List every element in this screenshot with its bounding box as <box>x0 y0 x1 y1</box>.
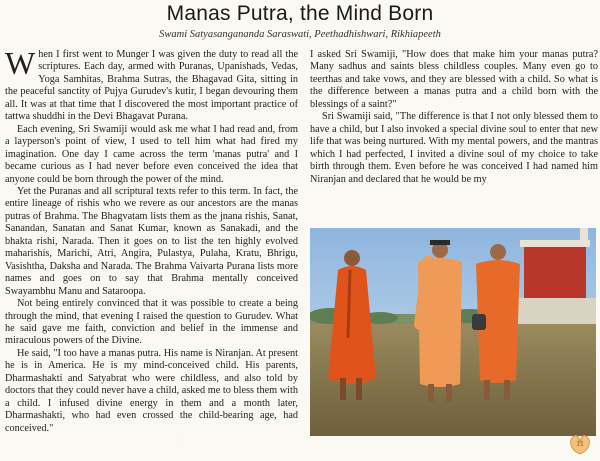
photo-three-swamis <box>310 228 596 436</box>
stray-mark: · <box>180 438 182 444</box>
article-byline: Swami Satyasangananda Saraswati, Peethadhishwari, Rikhiapeeth <box>159 29 441 40</box>
person-middle <box>418 240 462 402</box>
right-column <box>310 49 598 186</box>
page-number: 11 <box>576 439 584 448</box>
paragraph-6: I asked Sri Swamiji, "How does that make him your manas putra? Many sadhus and saints bless childless couples. Many even go to teerthas and take vows, and they are blessed with a child. So what is the difference between a manas putra and a child born with the blessings of a saint?" <box>310 49 598 110</box>
paragraph-2: Each evening, Sri Swamiji would ask me what I had read and, from a layperson's point of view, I used to tell him what had fired my imagination. One day I came across the term 'manas putra' and I became curious as I had never before even conceived the idea that anyone could be born through the power of the mind. <box>5 123 298 185</box>
left-column <box>5 45 298 435</box>
page-number-badge <box>566 434 594 456</box>
paragraph-5: He said, "I too have a manas putra. His name is Niranjan. At present he is in America. He is my mind-conceived child. His parents, Dharmashakti and Satyabrat who were childless, and also told by doctors that they could never have a child, asked me to bless them with a child. I infused divine energy in them and a month later, Dharmashakti, who had even crossed the child-bearing age, had conceived." <box>5 347 298 434</box>
paragraph-1-text: hen I first went to Munger I was given the duty to read all the scriptures. Each day, armed with Puranas, Upanishads, Vedas, Yoga Samhitas, Brahma Sutras, the Bhagavad Gita, sitting in the peaceful sanctity of Pujya Gurudev's kutir, I began devouring them all. It was at that time that I discovered the most important practice of tattwa shuddhi in the Devi Bhagavat Purana. <box>5 49 298 123</box>
paragraph-1 <box>5 45 298 124</box>
article-title: Manas Putra, the Mind Born <box>166 2 434 25</box>
paragraph-4: Not being entirely convinced that it was possible to create a being through the mind, that evening I raised the question to Gurudev. What he said gave me faith, conviction and belief in the immense and miraculous powers of the Divine. <box>5 298 298 347</box>
drop-cap: W <box>5 45 36 81</box>
paragraph-3: Yet the Puranas and all scriptural texts refer to this term. In fact, the entire lineage of rishis who we revere as our ancestors are the manas putras of Brahma. The Bhagvatam lists them as the jnana rishis, Sanat, Sanandan, Sanatan and Sanat Kumar, known as Sanakadi, and the bhakta rishi, Narada. Then it goes on to list the ten highly evolved maharishis, Marichi, Atri, Angira, Pulastya, Pulaha, Kratu, Bhrigu, Vasishtha, Daksha and Narada. The Brahma Vaivarta Purana lists more names and goes on to say that Brahma mentally conceived Swayambhu Manu and Sataroopa. <box>5 185 298 297</box>
paragraph-7: Sri Swamiji said, "The difference is that I not only blessed them to have a child, but I also invoked a special divine soul to enter that new life that was being nurtured. With my mental powers, and the mantras which I had perfected, I invited a divine soul of my choice to take birth through them. Even before he was conceived I had named him Niranjan and declared that he would be my <box>310 111 598 185</box>
